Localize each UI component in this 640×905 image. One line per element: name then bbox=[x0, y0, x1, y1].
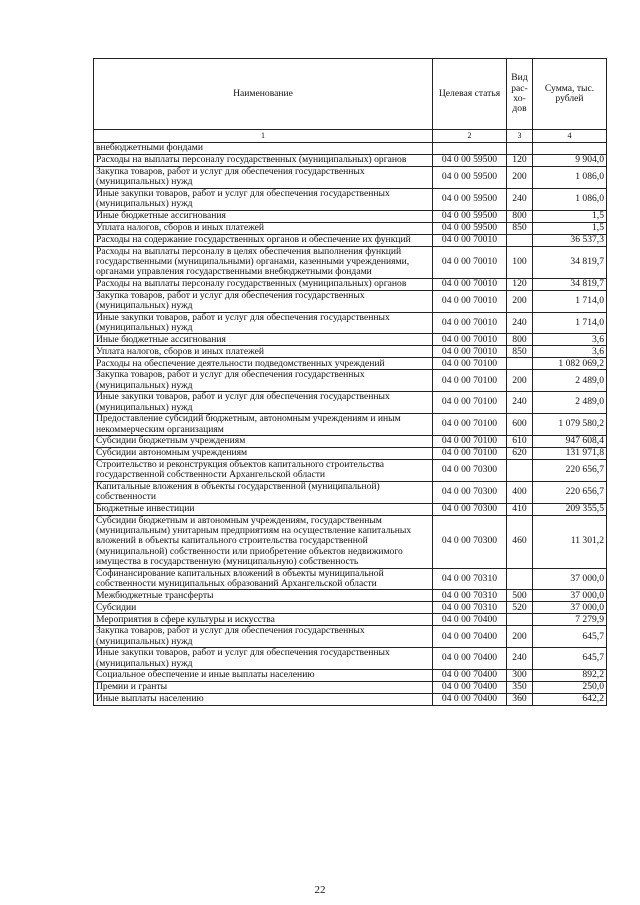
row-expense-type-cell: 600 bbox=[507, 414, 533, 436]
row-sum-cell: 7 279,9 bbox=[533, 614, 607, 626]
row-expense-type-cell: 850 bbox=[507, 346, 533, 358]
row-target-article-cell: 04 0 00 70100 bbox=[433, 358, 507, 370]
header-name: Наименование bbox=[94, 59, 433, 130]
row-target-article-cell: 04 0 00 70400 bbox=[433, 670, 507, 682]
row-name-cell: Субсидии бюджетным и автономным учреждениям, государственным (муниципальным) унитарным предприятиям на осуществление капитальных вложений в объекты капитального строительства государственной (муниципальной) собственности или приобретение объектов недвижимого имущества в государственную (муниципальную) собственность bbox=[94, 515, 433, 568]
table-row bbox=[94, 290, 607, 312]
table-row bbox=[94, 155, 607, 167]
row-target-article-cell: 04 0 00 70010 bbox=[433, 278, 507, 290]
row-name-cell: Софинансирование капитальных вложений в объекты муниципальной собственности муниципальных образований Архангельской области bbox=[94, 568, 433, 590]
table-row bbox=[94, 503, 607, 515]
row-target-article-cell: 04 0 00 70400 bbox=[433, 614, 507, 626]
table-row bbox=[94, 515, 607, 568]
row-target-article-cell: 04 0 00 70300 bbox=[433, 459, 507, 481]
row-expense-type-cell: 800 bbox=[507, 334, 533, 346]
row-expense-type-cell: 200 bbox=[507, 290, 533, 312]
row-sum-cell: 1 082 069,2 bbox=[533, 358, 607, 370]
row-expense-type-cell: 100 bbox=[507, 246, 533, 278]
table-header-row bbox=[94, 59, 607, 130]
column-number: 4 bbox=[533, 130, 607, 143]
row-sum-cell: 3,6 bbox=[533, 346, 607, 358]
row-expense-type-cell bbox=[507, 459, 533, 481]
row-expense-type-cell: 120 bbox=[507, 155, 533, 167]
table-row bbox=[94, 312, 607, 334]
row-sum-cell: 37 000,0 bbox=[533, 590, 607, 602]
row-name-cell: Расходы на содержание государственных органов и обеспечение их функций bbox=[94, 234, 433, 246]
row-expense-type-cell bbox=[507, 358, 533, 370]
row-target-article-cell: 04 0 00 70010 bbox=[433, 334, 507, 346]
row-target-article-cell: 04 0 00 59500 bbox=[433, 210, 507, 222]
row-target-article-cell: 04 0 00 70400 bbox=[433, 626, 507, 648]
table-row bbox=[94, 234, 607, 246]
column-number: 1 bbox=[94, 130, 433, 143]
row-expense-type-cell: 200 bbox=[507, 370, 533, 392]
row-expense-type-cell bbox=[507, 614, 533, 626]
header-sum: Сумма, тыс. рублей bbox=[533, 59, 607, 130]
row-sum-cell: 2 489,0 bbox=[533, 392, 607, 414]
table-row bbox=[94, 370, 607, 392]
table-row bbox=[94, 392, 607, 414]
row-name-cell: Премии и гранты bbox=[94, 682, 433, 694]
table-row bbox=[94, 459, 607, 481]
table-row bbox=[94, 188, 607, 210]
row-sum-cell: 37 000,0 bbox=[533, 568, 607, 590]
row-target-article-cell: 04 0 00 70400 bbox=[433, 694, 507, 706]
table-body bbox=[94, 143, 607, 706]
row-target-article-cell: 04 0 00 70100 bbox=[433, 447, 507, 459]
row-target-article-cell: 04 0 00 70310 bbox=[433, 590, 507, 602]
row-target-article-cell: 04 0 00 70100 bbox=[433, 392, 507, 414]
row-sum-cell bbox=[533, 143, 607, 155]
row-expense-type-cell: 610 bbox=[507, 435, 533, 447]
row-target-article-cell bbox=[433, 143, 507, 155]
row-name-cell: Мероприятия в сфере культуры и искусства bbox=[94, 614, 433, 626]
row-target-article-cell: 04 0 00 70400 bbox=[433, 682, 507, 694]
row-name-cell: Капитальные вложения в объекты государственной (муниципальной) собственности bbox=[94, 481, 433, 503]
table-row bbox=[94, 278, 607, 290]
column-number: 2 bbox=[433, 130, 507, 143]
row-target-article-cell: 04 0 00 70100 bbox=[433, 370, 507, 392]
row-name-cell: Иные выплаты населению bbox=[94, 694, 433, 706]
row-sum-cell: 645,7 bbox=[533, 648, 607, 670]
row-name-cell: Бюджетные инвестиции bbox=[94, 503, 433, 515]
budget-table bbox=[93, 58, 607, 706]
row-name-cell: Иные закупки товаров, работ и услуг для обеспечения государственных (муниципальных) нужд bbox=[94, 648, 433, 670]
table-row bbox=[94, 694, 607, 706]
row-sum-cell: 1 714,0 bbox=[533, 312, 607, 334]
table-row bbox=[94, 481, 607, 503]
table-row bbox=[94, 614, 607, 626]
row-sum-cell: 642,2 bbox=[533, 694, 607, 706]
row-name-cell: Расходы на выплаты персоналу государственных (муниципальных) органов bbox=[94, 278, 433, 290]
row-name-cell: внебюджетными фондами bbox=[94, 143, 433, 155]
row-sum-cell: 892,2 bbox=[533, 670, 607, 682]
row-name-cell: Социальное обеспечение и иные выплаты населению bbox=[94, 670, 433, 682]
header-target-article: Целевая статья bbox=[433, 59, 507, 130]
page-number: 22 bbox=[314, 884, 326, 896]
row-name-cell: Иные бюджетные ассигнования bbox=[94, 334, 433, 346]
row-sum-cell: 2 489,0 bbox=[533, 370, 607, 392]
row-expense-type-cell: 200 bbox=[507, 167, 533, 189]
table-row bbox=[94, 447, 607, 459]
row-target-article-cell: 04 0 00 70010 bbox=[433, 234, 507, 246]
row-expense-type-cell: 520 bbox=[507, 602, 533, 614]
row-expense-type-cell: 200 bbox=[507, 626, 533, 648]
row-name-cell: Расходы на выплаты персоналу в целях обеспечения выполнения функций государственными (муниципальными) органами, казенными учреждениями, органами управления государственными внебюджетными фондами bbox=[94, 246, 433, 278]
row-expense-type-cell: 410 bbox=[507, 503, 533, 515]
table-row bbox=[94, 358, 607, 370]
row-expense-type-cell: 850 bbox=[507, 222, 533, 234]
row-expense-type-cell: 350 bbox=[507, 682, 533, 694]
row-expense-type-cell: 800 bbox=[507, 210, 533, 222]
row-target-article-cell: 04 0 00 70010 bbox=[433, 346, 507, 358]
row-name-cell: Строительство и реконструкция объектов капитального строительства государственной собственности Архангельской области bbox=[94, 459, 433, 481]
table-row bbox=[94, 682, 607, 694]
row-name-cell: Иные бюджетные ассигнования bbox=[94, 210, 433, 222]
row-expense-type-cell bbox=[507, 234, 533, 246]
row-expense-type-cell: 360 bbox=[507, 694, 533, 706]
row-sum-cell: 220 656,7 bbox=[533, 459, 607, 481]
row-name-cell: Иные закупки товаров, работ и услуг для обеспечения государственных (муниципальных) нужд bbox=[94, 392, 433, 414]
row-expense-type-cell: 240 bbox=[507, 392, 533, 414]
row-target-article-cell: 04 0 00 70300 bbox=[433, 481, 507, 503]
row-sum-cell: 1,5 bbox=[533, 222, 607, 234]
row-name-cell: Субсидии bbox=[94, 602, 433, 614]
table-row bbox=[94, 346, 607, 358]
row-sum-cell: 1 714,0 bbox=[533, 290, 607, 312]
row-expense-type-cell: 240 bbox=[507, 312, 533, 334]
row-target-article-cell: 04 0 00 70010 bbox=[433, 246, 507, 278]
row-target-article-cell: 04 0 00 70100 bbox=[433, 435, 507, 447]
row-sum-cell: 11 301,2 bbox=[533, 515, 607, 568]
row-target-article-cell: 04 0 00 70300 bbox=[433, 515, 507, 568]
row-expense-type-cell: 300 bbox=[507, 670, 533, 682]
table-row bbox=[94, 590, 607, 602]
row-expense-type-cell bbox=[507, 568, 533, 590]
row-name-cell: Закупка товаров, работ и услуг для обеспечения государственных (муниципальных) нужд bbox=[94, 626, 433, 648]
header-expense-type: Вид рас- хо- дов bbox=[507, 59, 533, 130]
row-target-article-cell: 04 0 00 70300 bbox=[433, 503, 507, 515]
row-sum-cell: 250,0 bbox=[533, 682, 607, 694]
row-name-cell: Расходы на выплаты персоналу государственных (муниципальных) органов bbox=[94, 155, 433, 167]
row-name-cell: Субсидии автономным учреждениям bbox=[94, 447, 433, 459]
row-name-cell: Межбюджетные трансферты bbox=[94, 590, 433, 602]
row-target-article-cell: 04 0 00 59500 bbox=[433, 167, 507, 189]
row-target-article-cell: 04 0 00 59500 bbox=[433, 188, 507, 210]
row-sum-cell: 209 355,5 bbox=[533, 503, 607, 515]
row-sum-cell: 34 819,7 bbox=[533, 278, 607, 290]
row-target-article-cell: 04 0 00 70010 bbox=[433, 290, 507, 312]
row-sum-cell: 1,5 bbox=[533, 210, 607, 222]
row-expense-type-cell: 120 bbox=[507, 278, 533, 290]
table-row bbox=[94, 626, 607, 648]
row-expense-type-cell: 500 bbox=[507, 590, 533, 602]
column-number: 3 bbox=[507, 130, 533, 143]
row-name-cell: Иные закупки товаров, работ и услуг для обеспечения государственных (муниципальных) нужд bbox=[94, 312, 433, 334]
table-row bbox=[94, 670, 607, 682]
row-name-cell: Субсидии бюджетным учреждениям bbox=[94, 435, 433, 447]
row-sum-cell: 645,7 bbox=[533, 626, 607, 648]
row-expense-type-cell bbox=[507, 143, 533, 155]
table-row bbox=[94, 222, 607, 234]
row-expense-type-cell: 460 bbox=[507, 515, 533, 568]
table-row bbox=[94, 435, 607, 447]
row-name-cell: Уплата налогов, сборов и иных платежей bbox=[94, 222, 433, 234]
table-row bbox=[94, 210, 607, 222]
row-expense-type-cell: 240 bbox=[507, 648, 533, 670]
row-target-article-cell: 04 0 00 70310 bbox=[433, 602, 507, 614]
row-sum-cell: 220 656,7 bbox=[533, 481, 607, 503]
row-target-article-cell: 04 0 00 70100 bbox=[433, 414, 507, 436]
table-row bbox=[94, 568, 607, 590]
row-sum-cell: 1 079 580,2 bbox=[533, 414, 607, 436]
row-name-cell: Закупка товаров, работ и услуг для обеспечения государственных (муниципальных) нужд bbox=[94, 370, 433, 392]
row-name-cell: Предоставление субсидий бюджетным, автономным учреждениям и иным некоммерческим организациям bbox=[94, 414, 433, 436]
row-sum-cell: 947 608,4 bbox=[533, 435, 607, 447]
row-target-article-cell: 04 0 00 70010 bbox=[433, 312, 507, 334]
table-row bbox=[94, 602, 607, 614]
row-sum-cell: 9 904,0 bbox=[533, 155, 607, 167]
row-name-cell: Закупка товаров, работ и услуг для обеспечения государственных (муниципальных) нужд bbox=[94, 290, 433, 312]
row-expense-type-cell: 620 bbox=[507, 447, 533, 459]
row-sum-cell: 34 819,7 bbox=[533, 246, 607, 278]
row-target-article-cell: 04 0 00 70400 bbox=[433, 648, 507, 670]
table-row bbox=[94, 414, 607, 436]
row-expense-type-cell: 240 bbox=[507, 188, 533, 210]
row-target-article-cell: 04 0 00 59500 bbox=[433, 155, 507, 167]
row-sum-cell: 37 000,0 bbox=[533, 602, 607, 614]
table-row bbox=[94, 334, 607, 346]
row-expense-type-cell: 400 bbox=[507, 481, 533, 503]
row-target-article-cell: 04 0 00 59500 bbox=[433, 222, 507, 234]
row-sum-cell: 36 537,3 bbox=[533, 234, 607, 246]
table-row bbox=[94, 167, 607, 189]
table-row bbox=[94, 246, 607, 278]
row-sum-cell: 1 086,0 bbox=[533, 167, 607, 189]
row-sum-cell: 131 971,8 bbox=[533, 447, 607, 459]
row-name-cell: Иные закупки товаров, работ и услуг для обеспечения государственных (муниципальных) нужд bbox=[94, 188, 433, 210]
row-sum-cell: 3,6 bbox=[533, 334, 607, 346]
table-row bbox=[94, 143, 607, 155]
row-name-cell: Уплата налогов, сборов и иных платежей bbox=[94, 346, 433, 358]
column-number-row bbox=[94, 130, 607, 143]
table-row bbox=[94, 648, 607, 670]
row-name-cell: Расходы на обеспечение деятельности подведомственных учреждений bbox=[94, 358, 433, 370]
row-target-article-cell: 04 0 00 70310 bbox=[433, 568, 507, 590]
row-name-cell: Закупка товаров, работ и услуг для обеспечения государственных (муниципальных) нужд bbox=[94, 167, 433, 189]
row-sum-cell: 1 086,0 bbox=[533, 188, 607, 210]
